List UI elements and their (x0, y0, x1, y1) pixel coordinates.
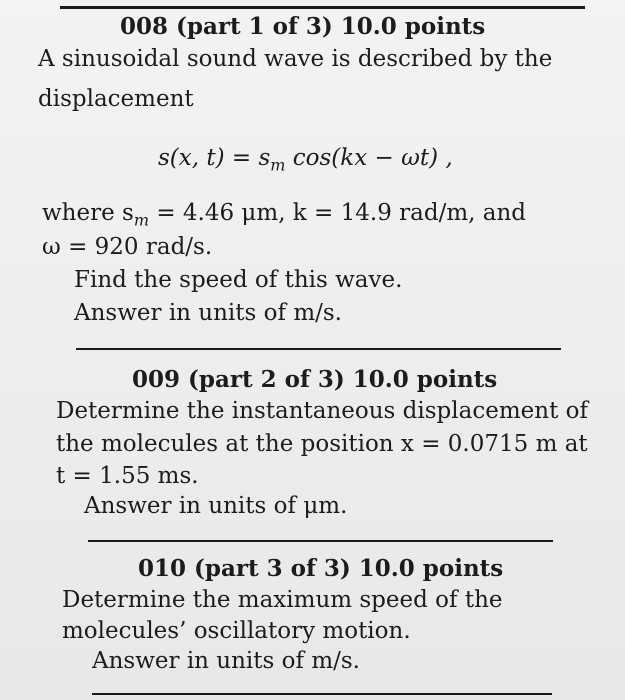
q008-intro-line2: displacement (38, 86, 194, 112)
equation-tail: cos(kx − ωt) , (285, 145, 453, 171)
divider-1 (76, 348, 561, 350)
q008-intro-line1: A sinusoidal sound wave is described by the (38, 46, 553, 72)
where-rest: = 4.46 μm, k = 14.9 rad/m, and (149, 200, 527, 226)
q010-line1: Determine the maximum speed of the (62, 587, 503, 613)
q010-line2: molecules’ oscillatory motion. (62, 618, 411, 644)
bottom-divider (92, 693, 552, 695)
top-divider (60, 6, 585, 9)
divider-2 (88, 540, 553, 542)
equation-main: s(x, t) = s (158, 145, 271, 171)
q008-heading: 008 (part 1 of 3) 10.0 points (120, 13, 486, 40)
where-text: where s (42, 200, 134, 226)
q009-line2: the molecules at the position x = 0.0715 m at (56, 431, 588, 457)
q009-line3: t = 1.55 ms. (56, 463, 199, 489)
equation-subscript: m (270, 155, 286, 175)
q009-line1: Determine the instantaneous displacement of (56, 398, 588, 424)
q009-answer: Answer in units of μm. (84, 493, 348, 519)
q009-heading: 009 (part 2 of 3) 10.0 points (132, 366, 498, 393)
q008-omega-line: ω = 920 rad/s. (42, 234, 213, 260)
q008-find: Find the speed of this wave. (74, 267, 403, 293)
q008-equation (158, 145, 453, 175)
q010-answer: Answer in units of m/s. (92, 648, 360, 674)
q008-where-line (42, 200, 526, 230)
q008-answer: Answer in units of m/s. (74, 300, 342, 326)
q010-heading: 010 (part 3 of 3) 10.0 points (138, 555, 504, 582)
where-subscript: m (133, 210, 150, 230)
